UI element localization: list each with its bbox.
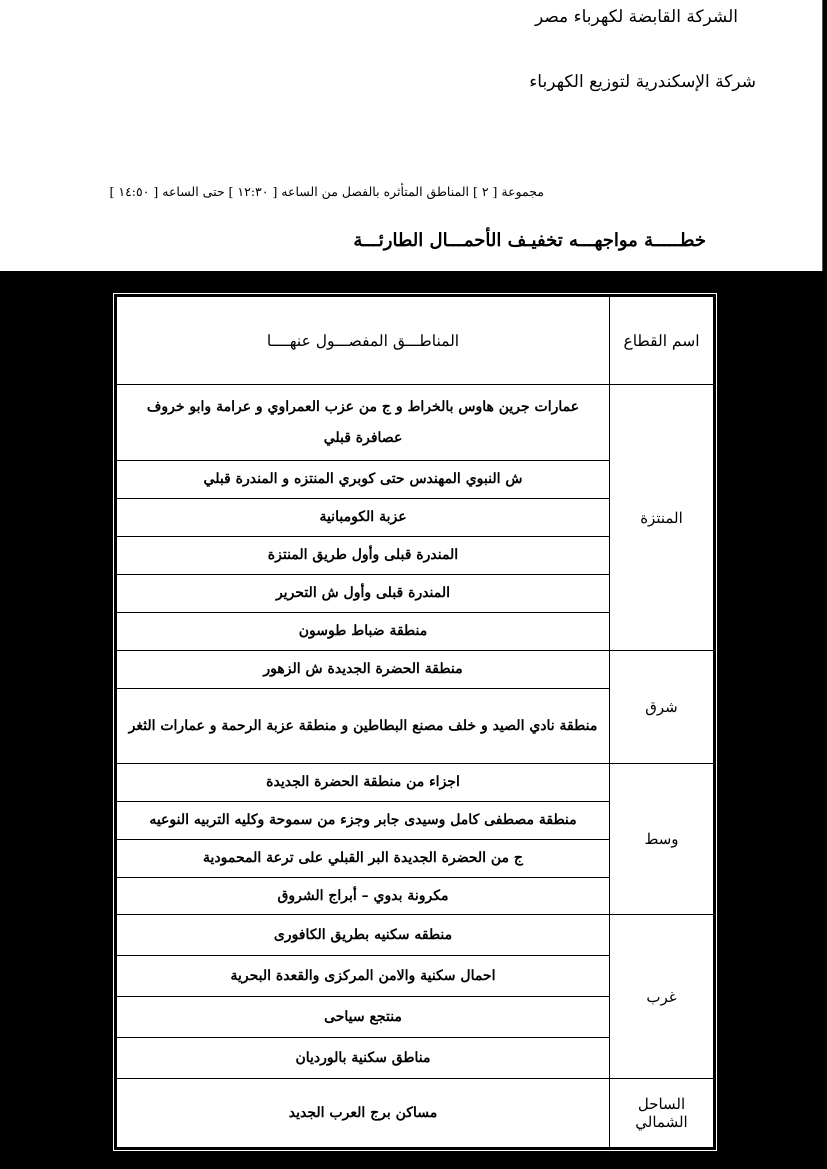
- area-cell: عمارات جرين هاوس بالخراط و ج من عزب العمراوي و عرامة وابو خروف عصافرة قبلي: [117, 385, 610, 461]
- area-cell: اجزاء من منطقة الحضرة الجديدة: [117, 764, 610, 802]
- areas-column-header: المناطـــق المفصـــول عنهــــا: [117, 297, 610, 385]
- table-row: [117, 1079, 714, 1148]
- sector-column-header: اسم القطاع: [610, 297, 714, 385]
- area-cell: منطقة الحضرة الجديدة ش الزهور: [117, 651, 610, 689]
- area-cell: منطقة نادي الصيد و خلف مصنع البطاطين و منطقة عزبة الرحمة و عمارات الثغر: [117, 689, 610, 764]
- plan-title: خطـــــة مواجهـــه تخفيـف الأحمـــال الطارئـــة: [353, 230, 706, 251]
- area-cell: منطقة ضباط طوسون: [117, 613, 610, 651]
- distribution-company-name: شركة الإسكندرية لتوزيع الكهرباء: [529, 72, 756, 92]
- table-row: [117, 915, 714, 956]
- company-name: الشركة القابضة لكهرباء مصر: [534, 7, 738, 27]
- area-cell: ج من الحضرة الجديدة البر القبلي على ترعة المحمودية: [117, 840, 610, 878]
- sector-cell-west: غرب: [610, 915, 714, 1079]
- area-cell: منتجع سياحى: [117, 997, 610, 1038]
- table-row: [117, 764, 714, 802]
- area-cell: منطقة مصطفى كامل وسيدى جابر وجزء من سموحة وكليه التربيه النوعيه: [117, 802, 610, 840]
- area-cell: عزبة الكومبانية: [117, 499, 610, 537]
- area-cell: مكرونة بدوي – أبراج الشروق: [117, 878, 610, 915]
- area-cell: مساكن برج العرب الجديد: [117, 1079, 610, 1148]
- sector-cell-center: وسط: [610, 764, 714, 915]
- area-cell: المندرة قبلى وأول ش التحرير: [117, 575, 610, 613]
- sector-cell-east: شرق: [610, 651, 714, 764]
- sector-cell-north-coast: الساحل الشمالي: [610, 1079, 714, 1148]
- load-shedding-table: [116, 296, 714, 1148]
- group-time-range: مجموعة [ ٢ ] المناطق المتأثره بالفصل من الساعه [ ١٢:٣٠ ] حتى الساعه [ ١٤:٥٠ ]: [109, 184, 544, 199]
- document-header: [0, 0, 823, 271]
- area-cell: ش النبوي المهندس حتى كوبري المنتزه و المندرة قبلي: [117, 461, 610, 499]
- sector-cell-montaza: المنتزة: [610, 385, 714, 651]
- area-cell: احمال سكنية والامن المركزى والقعدة البحرية: [117, 956, 610, 997]
- area-cell: المندرة قبلى وأول طريق المنتزة: [117, 537, 610, 575]
- table-header-row: [117, 297, 714, 385]
- area-cell: منطقه سكنيه بطريق الكافورى: [117, 915, 610, 956]
- area-cell: مناطق سكنية بالورديان: [117, 1038, 610, 1079]
- table-row: [117, 651, 714, 689]
- table-row: [117, 385, 714, 461]
- load-shedding-table-container: [114, 294, 716, 1150]
